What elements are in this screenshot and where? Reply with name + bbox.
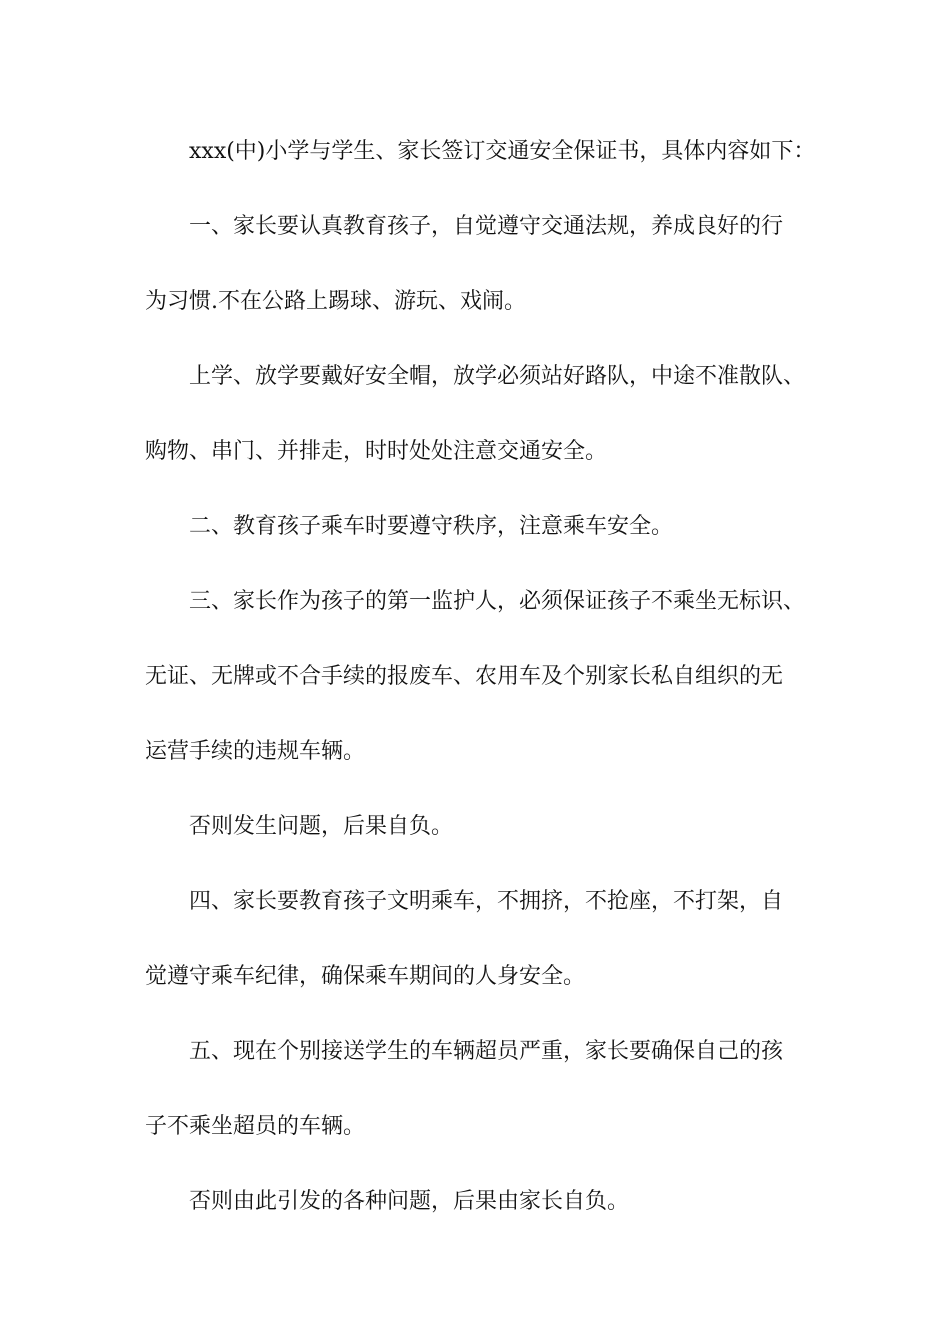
text-line: 无证、无牌或不合手续的报废车、农用车及个别家长私自组织的无 xyxy=(145,664,784,689)
text-line: 二、教育孩子乘车时要遵守秩序，注意乘车安全。 xyxy=(189,514,674,539)
text-line: 否则发生问题，后果自负。 xyxy=(189,814,454,839)
text-line: xxx(中)小学与学生、家长签订交通安全保证书，具体内容如下： xyxy=(189,139,816,164)
text-line: 觉遵守乘车纪律，确保乘车期间的人身安全。 xyxy=(145,964,586,989)
text-line: 子不乘坐超员的车辆。 xyxy=(145,1114,366,1139)
text-line: 五、现在个别接送学生的车辆超员严重，家长要确保自己的孩 xyxy=(189,1039,784,1064)
text-line: 运营手续的违规车辆。 xyxy=(145,739,366,764)
text-line: 为习惯.不在公路上踢球、游玩、戏闹。 xyxy=(145,289,526,314)
document-body xyxy=(145,127,825,1252)
text-line: 上学、放学要戴好安全帽，放学必须站好路队，中途不准散队、 xyxy=(189,364,806,389)
text-line: 三、家长作为孩子的第一监护人，必须保证孩子不乘坐无标识、 xyxy=(189,589,806,614)
text-line: 否则由此引发的各种问题，后果由家长自负。 xyxy=(189,1189,630,1214)
text-line: 一、家长要认真教育孩子，自觉遵守交通法规，养成良好的行 xyxy=(189,214,784,239)
text-line: 购物、串门、并排走，时时处处注意交通安全。 xyxy=(145,439,608,464)
text-line: 四、家长要教育孩子文明乘车，不拥挤，不抢座，不打架，自 xyxy=(189,889,784,914)
